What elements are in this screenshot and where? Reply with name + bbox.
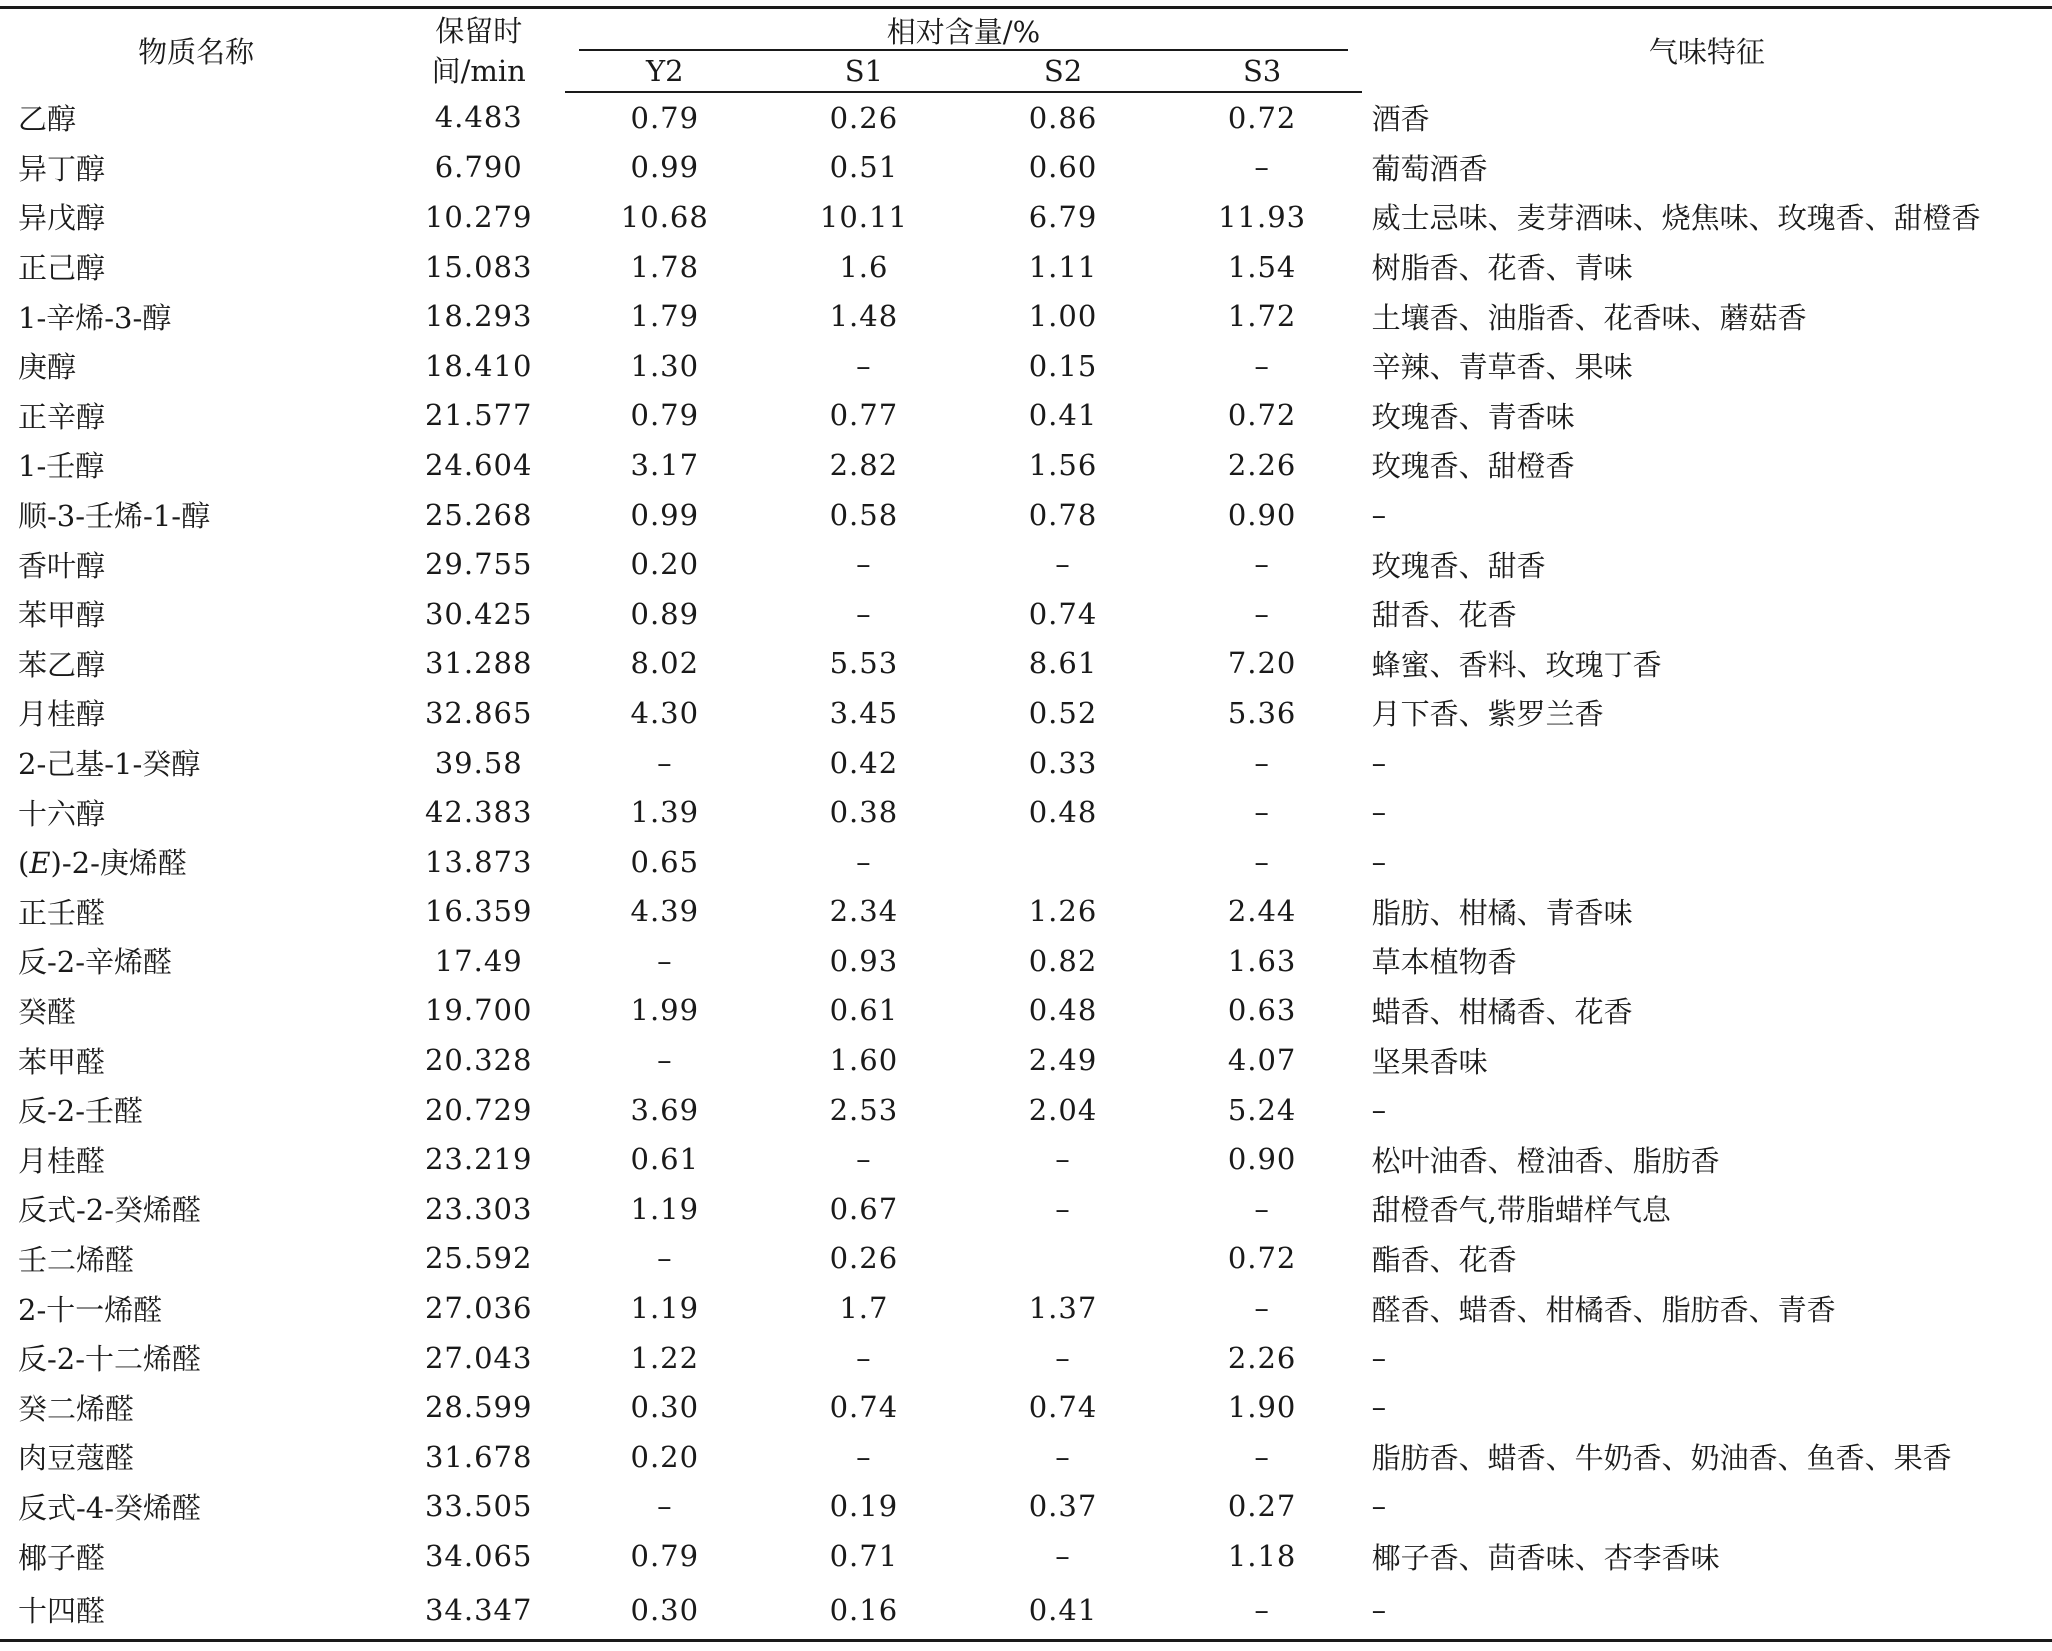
cell-s1: 1.6	[839, 249, 889, 284]
cell-y2: 0.65	[630, 844, 700, 879]
table-row	[0, 688, 2052, 738]
cell-s2: 6.79	[1028, 199, 1098, 234]
cell-s2: 0.33	[1028, 745, 1098, 780]
cell-compound-name: 癸醛	[18, 994, 77, 1029]
cell-odor: 坚果香味	[1371, 1044, 1488, 1079]
cell-retention-time: 24.604	[424, 447, 533, 482]
table-row	[0, 490, 2052, 540]
cell-s2: 0.15	[1028, 348, 1098, 383]
cell-compound-name: 苯甲醇	[18, 598, 106, 633]
cell-s3: 0.90	[1227, 1142, 1297, 1177]
cell-s3: 1.63	[1227, 943, 1297, 978]
table-row	[0, 837, 2052, 887]
cell-compound-name: 壬二烯醛	[18, 1242, 135, 1277]
cell-odor: –	[1371, 745, 1387, 780]
cell-s1: 0.61	[829, 993, 899, 1028]
cell-odor: 威士忌味、麦芽酒味、烧焦味、玫瑰香、甜橙香	[1371, 201, 1981, 236]
cell-s3: 5.24	[1227, 1092, 1297, 1127]
table-body	[0, 92, 2052, 1640]
cell-retention-time: 34.065	[424, 1539, 533, 1574]
cell-y2: 0.99	[630, 497, 700, 532]
table-row	[0, 242, 2052, 292]
cell-s3: 2.26	[1227, 1340, 1297, 1375]
cell-retention-time: 33.505	[424, 1489, 533, 1524]
cell-s1: 2.82	[829, 447, 899, 482]
cell-y2: 0.30	[630, 1390, 700, 1425]
header-retention-time	[392, 8, 565, 93]
cell-s3: –	[1254, 745, 1270, 780]
cell-odor: –	[1371, 1092, 1387, 1127]
cell-s1: 0.19	[829, 1489, 899, 1524]
cell-s2: 0.74	[1028, 596, 1098, 631]
cell-s2: 1.56	[1028, 447, 1098, 482]
cell-retention-time: 16.359	[424, 894, 533, 929]
cell-retention-time: 31.678	[424, 1439, 533, 1474]
cell-s3: –	[1163, 1581, 1362, 1641]
cell-retention-time: 17.49	[434, 943, 523, 978]
header-sample-s2: S2	[963, 51, 1162, 92]
cell-y2: 1.78	[630, 249, 700, 284]
cell-odor: 玫瑰香、甜橙香	[1371, 449, 1575, 484]
table-row	[0, 1035, 2052, 1085]
cell-s3: 2.44	[1227, 894, 1297, 929]
cell-compound-name: 癸二烯醛	[18, 1391, 135, 1426]
header-sample-y2: Y2	[565, 51, 764, 92]
cell-s1: 1.48	[829, 299, 899, 334]
cell-s3: –	[1254, 1291, 1270, 1326]
table-row	[0, 391, 2052, 441]
cell-s3: 0.63	[1227, 993, 1297, 1028]
cell-s1: 3.45	[829, 695, 899, 730]
cell-odor: 月下香、紫罗兰香	[1371, 697, 1604, 732]
table-row	[0, 1234, 2052, 1284]
cell-odor: –	[1371, 1390, 1387, 1425]
cell-compound-name: 苯乙醇	[18, 647, 106, 682]
cell-s2: 0.37	[1028, 1489, 1098, 1524]
cell-odor: 土壤香、油脂香、花香味、蘑菇香	[1371, 300, 1807, 335]
table-row	[0, 1531, 2052, 1581]
cell-odor: 树脂香、花香、青味	[1371, 251, 1633, 286]
cell-odor: –	[1371, 497, 1387, 532]
cell-s2	[963, 1234, 1162, 1284]
cell-compound-name: 正辛醇	[18, 399, 106, 434]
cell-s1: 1.60	[829, 1043, 899, 1078]
cell-s2: 0.41	[1028, 398, 1098, 433]
cell-compound-name: 1-壬醇	[18, 449, 105, 484]
cell-compound-name: 香叶醇	[18, 548, 106, 583]
table-row	[0, 1134, 2052, 1184]
cell-odor: 脂肪、柑橘、青香味	[1371, 895, 1633, 930]
cell-y2: 0.20	[630, 1439, 700, 1474]
cell-compound-name: 异戊醇	[18, 201, 106, 236]
cell-y2: 1.99	[630, 993, 700, 1028]
table-row	[0, 92, 2052, 143]
header-retention-time-line2: 间/min	[431, 53, 526, 88]
cell-s2: 1.37	[1028, 1291, 1098, 1326]
cell-s3: –	[1254, 795, 1270, 830]
cell-compound-name: 十四醛	[0, 1581, 392, 1641]
cell-compound-name: 正壬醛	[18, 895, 106, 930]
cell-s1: –	[856, 596, 872, 631]
cell-compound-name: 顺-3-壬烯-1-醇	[18, 499, 211, 534]
cell-s2: –	[1055, 1191, 1071, 1226]
cell-compound-name: 2-己基-1-癸醇	[18, 747, 201, 782]
cell-retention-time: 32.865	[424, 695, 533, 730]
cell-compound-name: 椰子醛	[18, 1540, 106, 1575]
cell-s1: 0.71	[829, 1539, 899, 1574]
cell-s3: 0.27	[1227, 1489, 1297, 1524]
cell-y2: 3.69	[630, 1092, 700, 1127]
cell-y2: 1.22	[630, 1340, 700, 1375]
cell-s3: –	[1254, 150, 1270, 185]
table-row	[0, 341, 2052, 391]
cell-s1: 2.53	[829, 1092, 899, 1127]
cell-retention-time: 10.279	[424, 199, 533, 234]
cell-compound-name: 十六醇	[18, 796, 106, 831]
table-row	[0, 1482, 2052, 1532]
cell-s3: 1.72	[1227, 299, 1297, 334]
header-sample-s3: S3	[1163, 51, 1362, 92]
cell-retention-time: 6.790	[434, 150, 523, 185]
cell-s2	[963, 837, 1162, 887]
cell-compound-name: 乙醇	[18, 101, 77, 136]
table-row	[0, 1283, 2052, 1333]
cell-s3: 0.72	[1227, 398, 1297, 433]
cell-s1: 0.58	[829, 497, 899, 532]
cell-s1: 0.51	[829, 150, 899, 185]
cell-odor: 脂肪香、蜡香、牛奶香、奶油香、鱼香、果香	[1371, 1441, 1952, 1476]
cell-odor: 草本植物香	[1371, 945, 1517, 980]
cell-compound-name: 异丁醇	[18, 151, 106, 186]
cell-s3: 2.26	[1227, 447, 1297, 482]
cell-s3: 7.20	[1227, 646, 1297, 681]
cell-retention-time: 4.483	[434, 100, 523, 135]
table-row	[0, 986, 2052, 1036]
header-compound-name: 物质名称	[138, 35, 255, 69]
cell-y2: –	[657, 1489, 673, 1524]
cell-retention-time: 23.303	[424, 1191, 533, 1226]
cell-s2: 0.74	[1028, 1390, 1098, 1425]
cell-s2: 0.41	[963, 1581, 1162, 1641]
table-row	[0, 639, 2052, 689]
cell-s3: 1.90	[1227, 1390, 1297, 1425]
table-row	[0, 787, 2052, 837]
cell-odor: 玫瑰香、青香味	[1371, 399, 1575, 434]
cell-s3: –	[1254, 844, 1270, 879]
cell-s1: 0.67	[829, 1191, 899, 1226]
cell-y2: –	[657, 745, 673, 780]
cell-s2: 0.82	[1028, 943, 1098, 978]
cell-y2: 1.39	[630, 795, 700, 830]
table-row	[0, 1581, 2052, 1641]
cell-compound-name: 反-2-壬醛	[18, 1094, 144, 1129]
cell-odor: 葡萄酒香	[1371, 151, 1488, 186]
cell-odor: –	[1371, 1340, 1387, 1375]
table-row	[0, 738, 2052, 788]
cell-odor: 醛香、蜡香、柑橘香、脂肪香、青香	[1371, 1292, 1836, 1327]
cell-compound-name: (E)-2-庚烯醛	[18, 846, 187, 881]
header-retention-time-line1: 保留时	[435, 13, 523, 48]
cell-s2: 0.86	[1028, 100, 1098, 135]
cell-odor: 甜香、花香	[1371, 598, 1517, 633]
cell-y2: 0.79	[630, 100, 700, 135]
cell-y2: 0.20	[630, 547, 700, 582]
cell-odor: 松叶油香、橙油香、脂肪香	[1371, 1143, 1720, 1178]
cell-s3: –	[1254, 596, 1270, 631]
cell-s1: –	[856, 1142, 872, 1177]
cell-s1: –	[856, 348, 872, 383]
cell-s3: 1.54	[1227, 249, 1297, 284]
cell-compound-name: 反式-4-癸烯醛	[18, 1490, 202, 1525]
cell-s3: 0.72	[1227, 100, 1297, 135]
cell-s2: 0.52	[1028, 695, 1098, 730]
cell-odor: –	[1371, 1489, 1387, 1524]
cell-s2: 0.48	[1028, 795, 1098, 830]
cell-compound-name: 月桂醇	[18, 697, 106, 732]
cell-s1: 0.26	[829, 100, 899, 135]
cell-s2: –	[1055, 1539, 1071, 1574]
cell-s1: 0.38	[829, 795, 899, 830]
cell-s1: –	[856, 1439, 872, 1474]
cell-s2: 0.48	[1028, 993, 1098, 1028]
cell-odor: –	[1362, 1581, 2052, 1641]
header-relative-content	[565, 8, 1361, 52]
cell-s1: 0.77	[829, 398, 899, 433]
cell-compound-name: 反式-2-癸烯醛	[18, 1193, 202, 1228]
cell-s3: –	[1254, 1191, 1270, 1226]
cell-retention-time: 27.043	[424, 1340, 533, 1375]
cell-retention-time: 29.755	[424, 547, 533, 582]
cell-retention-time: 21.577	[424, 398, 533, 433]
cell-retention-time: 31.288	[424, 646, 533, 681]
cell-y2: 1.19	[630, 1291, 700, 1326]
cell-compound-name: 反-2-辛烯醛	[18, 945, 173, 980]
cell-s1: –	[856, 547, 872, 582]
table-row	[0, 440, 2052, 490]
cell-y2: 0.99	[630, 150, 700, 185]
cell-y2: 0.30	[565, 1581, 764, 1641]
cell-retention-time: 13.873	[424, 844, 533, 879]
cell-s1: 0.26	[829, 1241, 899, 1276]
cell-s1: 10.11	[819, 199, 908, 234]
cell-s2: 2.04	[1028, 1092, 1098, 1127]
cell-compound-name: 正己醇	[18, 251, 106, 286]
cell-y2: 0.79	[630, 1539, 700, 1574]
cell-odor: –	[1371, 795, 1387, 830]
cell-y2: 0.79	[630, 398, 700, 433]
cell-y2: 4.39	[630, 894, 700, 929]
cell-s2: 0.78	[1028, 497, 1098, 532]
cell-s1: 1.7	[839, 1291, 889, 1326]
cell-compound-name: 肉豆蔻醛	[18, 1441, 135, 1476]
cell-y2: 8.02	[630, 646, 700, 681]
cell-retention-time: 42.383	[424, 795, 533, 830]
header-odor: 气味特征	[1648, 35, 1765, 69]
cell-s3: 0.90	[1227, 497, 1297, 532]
cell-y2: –	[657, 943, 673, 978]
cell-odor: 玫瑰香、甜香	[1371, 548, 1546, 583]
cell-compound-name: 2-十一烯醛	[18, 1292, 163, 1327]
cell-odor: 蜡香、柑橘香、花香	[1371, 994, 1633, 1029]
table-row	[0, 143, 2052, 193]
cell-odor: –	[1371, 844, 1387, 879]
cell-y2: 3.17	[630, 447, 700, 482]
cell-retention-time: 34.347	[392, 1581, 565, 1641]
cell-retention-time: 15.083	[424, 249, 533, 284]
cell-y2: 1.79	[630, 299, 700, 334]
table-row	[0, 539, 2052, 589]
cell-odor: 甜橙香气,带脂蜡样气息	[1371, 1193, 1671, 1228]
cell-y2: 10.68	[620, 199, 709, 234]
cell-s1: 5.53	[829, 646, 899, 681]
table-row	[0, 1184, 2052, 1234]
cell-s2: 0.60	[1028, 150, 1098, 185]
cell-s2: 8.61	[1028, 646, 1098, 681]
cell-s3: 11.93	[1218, 199, 1307, 234]
cell-retention-time: 23.219	[424, 1142, 533, 1177]
cell-odor: 蜂蜜、香料、玫瑰丁香	[1371, 647, 1662, 682]
header-group-rule	[579, 49, 1347, 51]
cell-s2: 1.26	[1028, 894, 1098, 929]
stereo-descriptor: E	[29, 846, 51, 881]
cell-retention-time: 30.425	[424, 596, 533, 631]
table-row	[0, 887, 2052, 937]
cell-s3: –	[1254, 547, 1270, 582]
table-row	[0, 1432, 2052, 1482]
cell-s1: 2.34	[829, 894, 899, 929]
cell-y2: 0.89	[630, 596, 700, 631]
cell-s2: 2.49	[1028, 1043, 1098, 1078]
cell-odor: 酒香	[1371, 101, 1430, 136]
cell-compound-name: 反-2-十二烯醛	[18, 1342, 202, 1377]
cell-s1: 0.93	[829, 943, 899, 978]
cell-s2: –	[1055, 1439, 1071, 1474]
cell-retention-time: 25.268	[424, 497, 533, 532]
cell-s2: 1.00	[1028, 299, 1098, 334]
cell-retention-time: 19.700	[424, 993, 533, 1028]
cell-compound-name: 苯甲醛	[18, 1044, 106, 1079]
cell-s2: –	[1055, 1142, 1071, 1177]
table-row	[0, 291, 2052, 341]
cell-s1: 0.16	[764, 1581, 963, 1641]
cell-y2: –	[657, 1241, 673, 1276]
cell-s2: 1.11	[1028, 249, 1098, 284]
header-sample-s1: S1	[764, 51, 963, 92]
cell-s3: 4.07	[1227, 1043, 1297, 1078]
cell-compound-name: 1-辛烯-3-醇	[18, 300, 172, 335]
cell-s1: –	[856, 1340, 872, 1375]
cell-s1: –	[856, 844, 872, 879]
cell-odor: 辛辣、青草香、果味	[1371, 350, 1633, 385]
cell-s1: 0.74	[829, 1390, 899, 1425]
cell-retention-time: 20.328	[424, 1043, 533, 1078]
cell-retention-time: 18.410	[424, 348, 533, 383]
cell-retention-time: 18.293	[424, 299, 533, 334]
header-relative-content-label: 相对含量/%	[886, 14, 1041, 49]
cell-y2: 1.30	[630, 348, 700, 383]
cell-y2: 1.19	[630, 1191, 700, 1226]
cell-retention-time: 25.592	[424, 1241, 533, 1276]
cell-s3: 5.36	[1227, 695, 1297, 730]
cell-y2: –	[657, 1043, 673, 1078]
cell-s3: 0.72	[1227, 1241, 1297, 1276]
cell-s3: –	[1254, 348, 1270, 383]
cell-retention-time: 20.729	[424, 1092, 533, 1127]
cell-odor: 椰子香、茴香味、杏李香味	[1371, 1540, 1720, 1575]
cell-s3: –	[1254, 1439, 1270, 1474]
compounds-table	[0, 6, 2052, 1642]
cell-y2: 0.61	[630, 1142, 700, 1177]
table-row	[0, 1333, 2052, 1383]
cell-s2: –	[1055, 1340, 1071, 1375]
cell-s1: 0.42	[829, 745, 899, 780]
table-row	[0, 1085, 2052, 1135]
cell-retention-time: 28.599	[424, 1390, 533, 1425]
cell-retention-time: 39.58	[434, 745, 523, 780]
table-row	[0, 589, 2052, 639]
cell-s3: 1.18	[1227, 1539, 1297, 1574]
cell-compound-name: 庚醇	[18, 350, 77, 385]
cell-odor: 酯香、花香	[1371, 1242, 1517, 1277]
table-row	[0, 936, 2052, 986]
cell-compound-name: 月桂醛	[18, 1143, 106, 1178]
table-row	[0, 1382, 2052, 1432]
cell-s2: –	[1055, 547, 1071, 582]
cell-y2: 4.30	[630, 695, 700, 730]
cell-retention-time: 27.036	[424, 1291, 533, 1326]
table-row	[0, 192, 2052, 242]
